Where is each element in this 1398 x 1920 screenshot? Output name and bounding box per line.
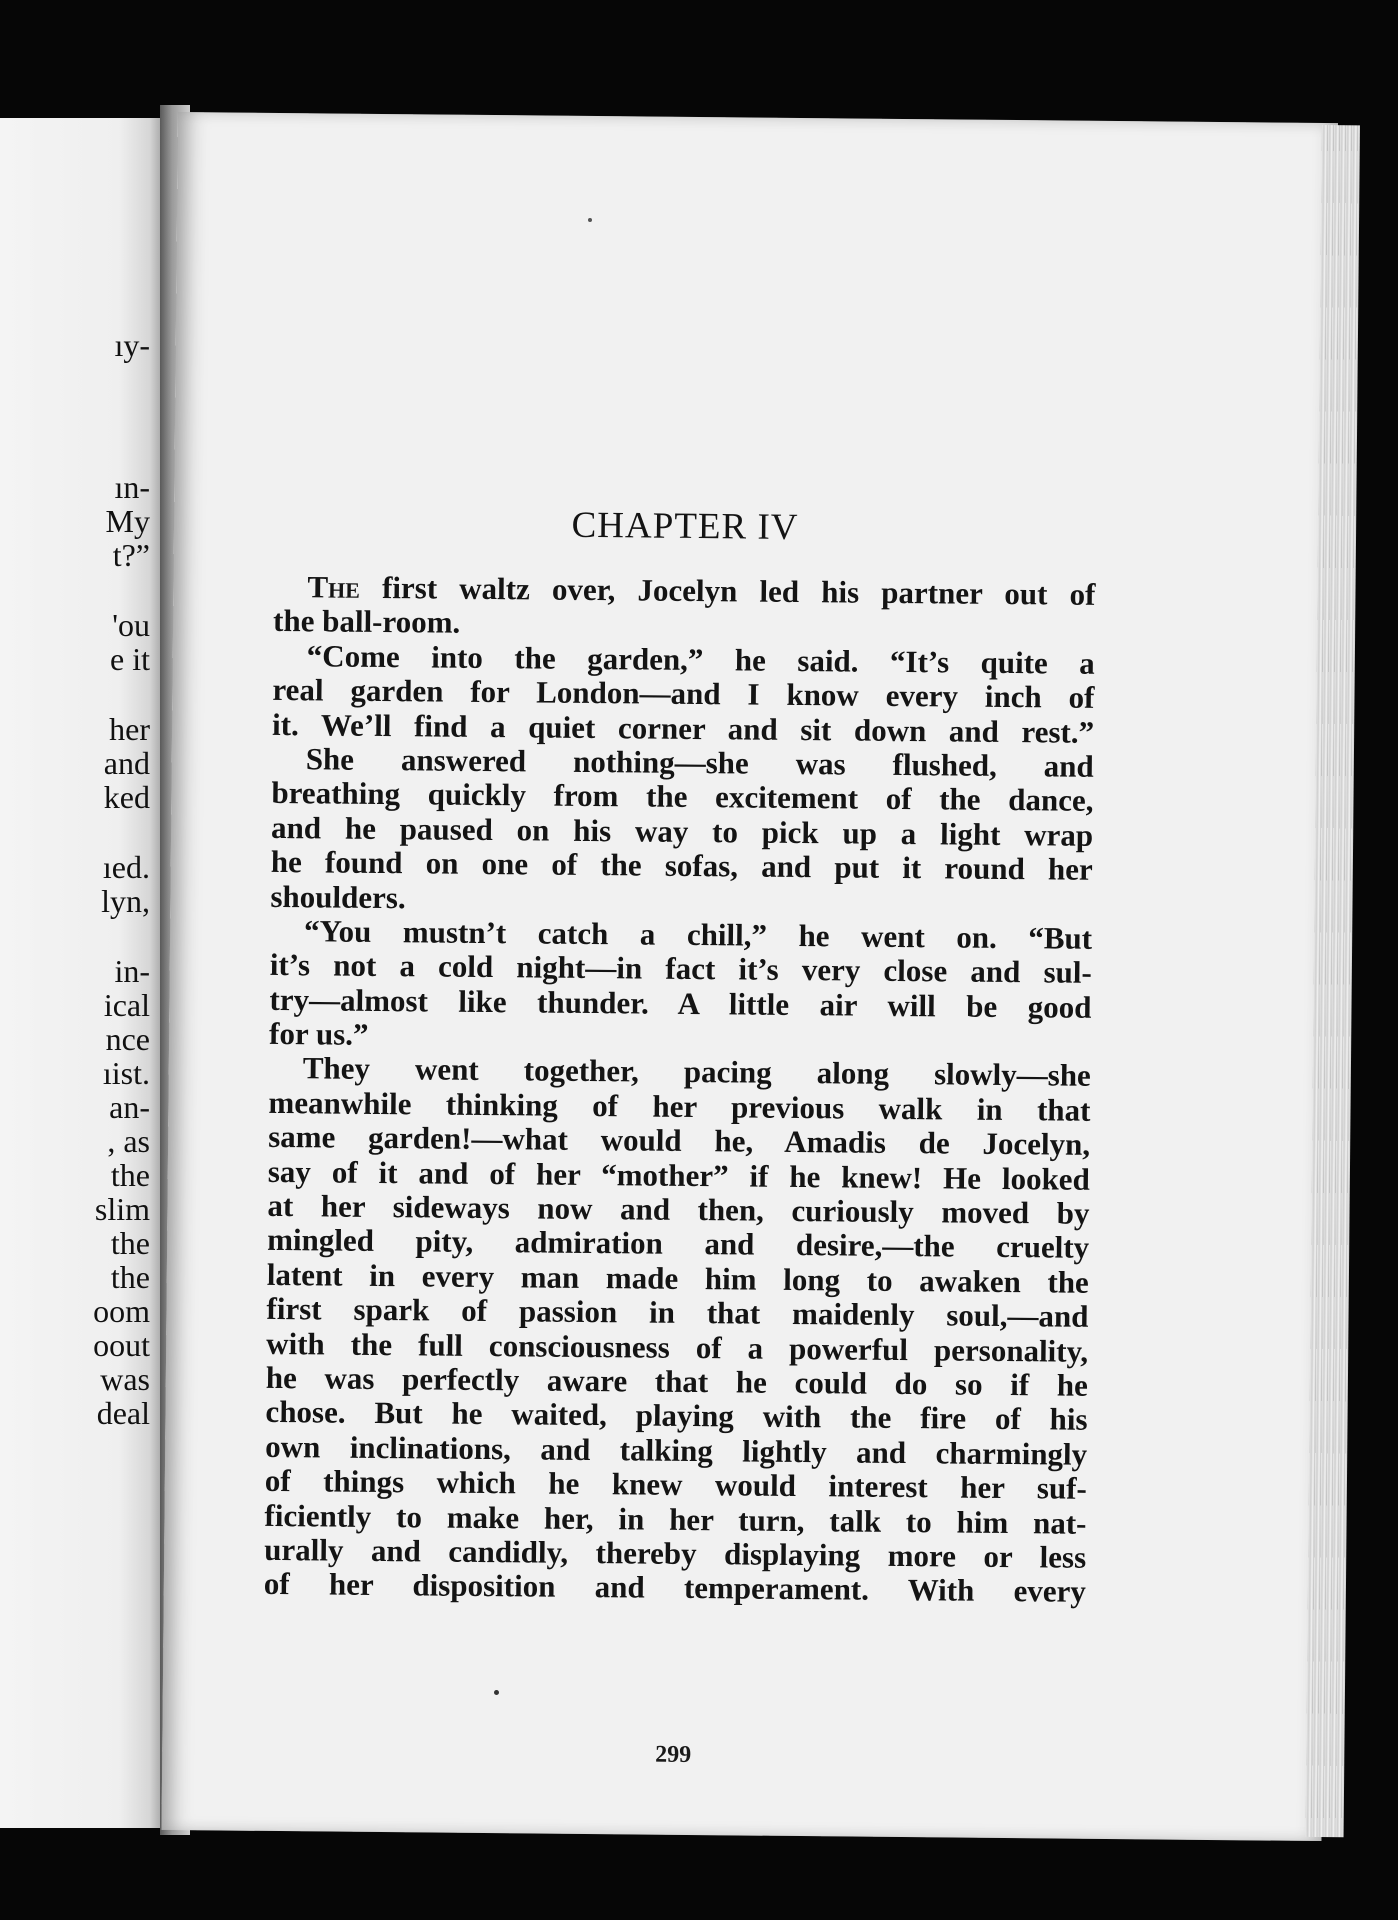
body-line: same garden!—what would he, Amadis de Jocelyn, (268, 1119, 1091, 1163)
left-page-fragment: , as (107, 1123, 150, 1159)
body-line: She answered nothing—she was flushed, and (305, 741, 1094, 784)
body-line: say of it and of her “mother” if he knew! He looked (267, 1153, 1090, 1197)
left-page-fragment: ıed. (102, 849, 150, 885)
left-page-fragment: slim (94, 1191, 150, 1227)
body-line: of things which he knew would interest her suf- (264, 1463, 1087, 1506)
page-right (162, 112, 1338, 1841)
left-page-fragment: e it (110, 641, 150, 677)
left-page-fragment: lyn, (101, 883, 150, 919)
left-page-fragment: the (110, 1157, 150, 1193)
left-page-fragment: in- (114, 953, 150, 989)
left-page-fragment: oout (93, 1327, 150, 1363)
body-line: The first waltz over, Jocelyn led his partner out of (307, 569, 1096, 612)
left-page-fragment: the (110, 1225, 150, 1261)
body-line: meanwhile thinking of her previous walk in that (268, 1084, 1091, 1128)
body-line: with the full consciousness of a powerful personality, (266, 1325, 1089, 1369)
body-line: real garden for London—and I know every inch of (272, 672, 1095, 715)
left-page-fragment: My (105, 503, 150, 539)
left-page-fragment: 'ou (112, 607, 150, 643)
scan-speck (494, 1690, 499, 1695)
body-line: chose. But he waited, playing with the fire of his (265, 1394, 1088, 1438)
left-page-fragment: ıist. (102, 1055, 150, 1091)
body-line: breathing quickly from the excitement of the dance, (271, 775, 1094, 819)
left-page-fragment: her (109, 711, 150, 747)
body-line: latent in every man made him long to awaken the (266, 1256, 1089, 1300)
left-page-fragment: oom (93, 1293, 150, 1329)
body-line: urally and candidly, thereby displaying more or less (264, 1531, 1087, 1575)
left-page-fragment: and (103, 745, 150, 781)
chapter-heading: CHAPTER IV (571, 504, 799, 548)
body-line: first spark of passion in that maidenly soul,—and (266, 1291, 1089, 1334)
left-page-fragment: the (110, 1259, 150, 1295)
body-line: and he paused on his way to pick up a light wrap (270, 809, 1094, 853)
body-line: it’s not a cold night—in fact it’s very close and sul- (269, 947, 1092, 991)
body-line: own inclinations, and talking lightly and charmingly (265, 1428, 1088, 1472)
body-line: it. We’ll find a quiet corner and sit down and rest.” (271, 706, 1095, 750)
body-line: for us.” (268, 1015, 369, 1052)
body-line: ficiently to make her, in her turn, talk to him nat- (264, 1497, 1087, 1541)
left-page-fragment: ked (103, 779, 150, 815)
body-line: shoulders. (270, 878, 406, 915)
body-line: the ball-room. (272, 603, 461, 641)
body-line: mingled pity, admiration and desire,—the cruelty (267, 1222, 1090, 1266)
left-page-fragment: nce (105, 1021, 150, 1057)
body-line: of her disposition and temperament. With every (263, 1566, 1087, 1610)
scan-speck (588, 218, 592, 222)
body-line: They went together, pacing along slowly—she (302, 1050, 1091, 1094)
left-page-fragment: ıy- (114, 327, 150, 363)
facing-page-left (0, 118, 170, 1828)
left-page-fragment: was (100, 1361, 150, 1397)
body-line: “Come into the garden,” he said. “It’s quite a (306, 638, 1095, 681)
body-line: he found on one of the sofas, and put it round her (270, 844, 1093, 887)
body-line: try—almost like thunder. A little air will be good (269, 981, 1092, 1025)
text-block (263, 501, 1097, 1769)
body-line: “You mustn’t catch a chill,” he went on. “But (303, 913, 1093, 956)
left-page-fragment: ın- (114, 469, 150, 505)
body-line: at her sideways now and then, curiously moved by (267, 1187, 1090, 1231)
left-page-fragment: an- (109, 1089, 150, 1125)
left-page-fragment: deal (96, 1395, 150, 1431)
body-line: he was perfectly aware that he could do so if he (265, 1359, 1088, 1403)
left-page-fragment: ical (103, 987, 150, 1023)
left-page-fragment: t?” (112, 537, 150, 573)
drop-word: The (307, 569, 361, 605)
page-number: 299 (655, 1741, 692, 1769)
